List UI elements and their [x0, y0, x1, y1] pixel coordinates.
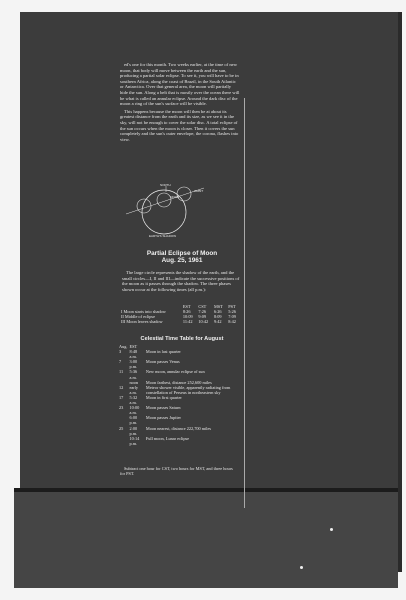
dust-speck	[300, 566, 303, 569]
table-cell: 8:42	[228, 319, 236, 324]
celestial-time-table	[118, 344, 242, 446]
table-row	[118, 415, 242, 425]
table-cell: 11:42	[182, 319, 193, 324]
article-paragraph: ed's one for this month. Two weeks earlier, at the time of new moon, that body will move between the earth and the sun, producing a partial solar eclipse. To see it, you will have to be in southern Africa, along the coast of Brazil, in the South Atlantic or Antarctica. Over that general area, the moon will partially hide the sun. Along a belt that is mostly over the ocean there will be what is called an annular eclipse. Around the dark disc of the moon a ring of the sun's surface will be visible.	[120, 62, 240, 107]
event-cell: Full moon, Lunar eclipse	[145, 435, 190, 441]
event-cell: Moon in last quarter	[145, 349, 181, 355]
event-cell: Moon farthest, distance 252,600 miles	[145, 379, 212, 385]
figure-caption	[122, 270, 240, 292]
time-cell: 10:00 a.m.	[129, 405, 140, 416]
table-header: CST	[198, 304, 207, 309]
date-cell: 25	[119, 425, 124, 431]
time-cell: noon	[129, 379, 139, 385]
time-cell: 2:00 p.m.	[129, 425, 138, 436]
moon-label: MOON	[170, 195, 180, 199]
column-rule	[244, 98, 245, 508]
table-header: EST	[129, 344, 138, 349]
table-cell: III Moon leaves shadow	[121, 319, 163, 324]
caption-date: Aug. 25, 1961	[161, 257, 203, 265]
table-header: EST	[182, 304, 191, 309]
table-header: Aug.	[119, 344, 128, 349]
table-row	[118, 436, 242, 446]
section-title: Celestial Time Table for August	[140, 336, 224, 342]
time-cell: 3:00 p.m.	[129, 359, 138, 370]
table-row	[118, 395, 242, 405]
event-cell: Moon nearest, distance 222,700 miles	[145, 425, 212, 431]
time-cell: early a.m.	[129, 384, 139, 395]
table-cell: 10:42	[198, 319, 209, 324]
table-cell: 9:42	[213, 319, 222, 324]
date-cell: 11	[119, 369, 124, 375]
date-cell	[118, 415, 128, 425]
time-cell: 10:14 p.m.	[129, 435, 140, 446]
table-cell: 8:26	[182, 309, 191, 314]
eclipse-times-table	[120, 304, 240, 324]
north-label: NORTH	[160, 183, 171, 187]
table-row	[118, 349, 242, 359]
article-text	[120, 62, 240, 144]
table-cell: 7:26	[198, 309, 207, 314]
table-row	[118, 426, 242, 436]
caption-text: The large circle represents the shadow of the earth, and the small circles—I, II and III—indicate the successive positions of the moon as it passes through the shadow. The three phases shown occur at the following times (all p.m.):	[122, 270, 240, 292]
table-row	[118, 405, 242, 415]
time-zone-note: Subtract one hour for CST, two hours for MST, and three hours for PST.	[120, 466, 233, 477]
event-cell: Moon passes Saturn	[145, 405, 181, 411]
event-cell: Moon passes Jupiter	[145, 415, 181, 421]
event-cell: Meteor shower visible, apparently radiating from constellation of Perseus in northeastern sky	[145, 384, 231, 395]
event-cell: New moon, annular eclipse of sun	[145, 369, 205, 375]
event-cell: Moon passes Venus	[145, 359, 180, 365]
caption-title-line: Partial Eclipse of Moon	[146, 250, 218, 257]
earth-shadow-circle	[142, 190, 186, 234]
dust-speck	[330, 528, 333, 531]
time-cell: 8:48 a.m.	[129, 349, 138, 360]
table-row	[118, 369, 242, 379]
table-cell: 9:09	[198, 314, 207, 319]
time-cell: 6:00 p.m.	[129, 415, 138, 426]
moon-position-1	[137, 199, 151, 213]
table-row	[120, 319, 240, 324]
table-cell: 6:26	[213, 309, 222, 314]
date-cell: 3	[119, 349, 122, 355]
table-cell: 10:09	[182, 314, 193, 319]
figure-caption-title	[122, 250, 242, 264]
date-cell: 17	[119, 394, 124, 400]
moon-orbit-line	[126, 188, 204, 214]
orbit-label: ORBIT	[194, 189, 204, 193]
table-row	[118, 385, 242, 395]
moon-position-2	[157, 193, 171, 207]
table-cell: II Middle of eclipse	[121, 314, 156, 319]
table-header: PST	[228, 304, 236, 309]
time-cell: 5:36 a.m.	[129, 369, 138, 380]
date-cell: 12	[119, 384, 124, 390]
table-header: MST	[213, 304, 223, 309]
date-cell: 23	[119, 405, 124, 411]
date-cell	[118, 436, 128, 446]
time-cell: 5:32 a.m.	[129, 394, 138, 406]
page-edge	[398, 12, 402, 572]
table-cell: 8:09	[213, 314, 222, 319]
table-row	[118, 359, 242, 369]
article-paragraph: This happens because the moon will then be at about its greatest distance from the earth and its size, as we see it in the sky, will not be enough to cover the solar disc. A total eclipse of the sun occurs when the moon is closer. Then it covers the sun completely and the sun's outer envelope, the corona, flashes into view.	[120, 108, 239, 142]
table-cell: I Moon starts into shadow	[121, 309, 166, 314]
event-cell: Moon in first quarter	[145, 394, 182, 400]
scanner-bed	[14, 492, 398, 588]
table-cell: 5:26	[228, 309, 236, 314]
date-cell: 7	[119, 359, 122, 365]
eclipse-diagram	[120, 182, 208, 240]
shadow-label: EARTH'S SHADOW	[149, 234, 177, 238]
table-cell: 7:09	[228, 314, 236, 319]
